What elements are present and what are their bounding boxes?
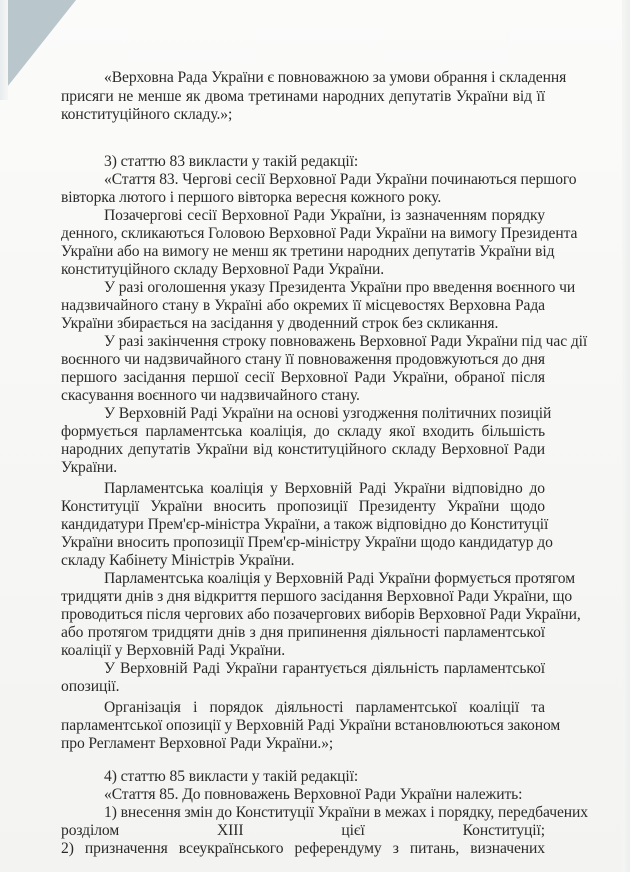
- text-line: Позачергові сесії Верховної Ради України, із зазначенням порядку: [104, 207, 545, 224]
- text-line: коаліції у Верховній Раді України.: [61, 642, 286, 659]
- text-line: скасування воєнного чи надзвичайного стану.: [61, 387, 360, 404]
- text-line: конституційного складу Верховної Ради України.: [61, 261, 385, 278]
- text-line: «Стаття 83. Чергові сесії Верховної Ради України починаються першого: [104, 171, 577, 188]
- text-line: воєнного чи надзвичайного стану її повноваження продовжуються до дня: [61, 351, 545, 368]
- text-line: Парламентська коаліція у Верховній Раді України відповідно до: [104, 480, 545, 497]
- text-line: України або на вимогу не менш як третини народних депутатів України від: [61, 243, 555, 260]
- text-line: вівторка лютого і першого вівторка вересня кожного року.: [61, 189, 442, 206]
- text-line: складу Кабінету Міністрів України.: [61, 552, 295, 569]
- text-line: У Верховній Раді України гарантується діяльність парламентської: [104, 660, 545, 677]
- text-line: формується парламентська коаліція, до складу якої входить більшість: [61, 423, 545, 440]
- text-line: надзвичайного стану в Україні або окремих її місцевостях Верховна Рада: [61, 297, 545, 314]
- text-line: денного, скликаються Головою Верховної Ради України на вимогу Президента: [61, 225, 578, 242]
- text-line: 4) статтю 85 викласти у такій редакції:: [104, 768, 359, 785]
- text-line: 2) призначення всеукраїнського референдуму з питань, визначених: [61, 840, 545, 857]
- text-line: У разі закінчення строку повноважень Верховної Ради України під час дії: [104, 333, 588, 350]
- page-corner-fold: [0, 0, 76, 96]
- text-line: Організація і порядок діяльності парламентської коаліції та: [104, 699, 545, 716]
- text-line: народних депутатів України від конституційного складу Верховної Ради: [61, 441, 545, 458]
- text-line: «Стаття 85. До повноважень Верховної Ради України належить:: [104, 786, 523, 803]
- text-line: Конституції України вносить пропозиції Президенту України щодо: [61, 498, 545, 515]
- text-line: кандидатури Прем'єр-міністра України, а також відповідно до Конституції: [61, 516, 549, 533]
- text-line: «Верховна Рада України є повноважною за умови обрання і складення: [104, 69, 567, 86]
- text-line: Парламентська коаліція у Верховній Раді України формується протягом: [104, 570, 575, 587]
- text-line: парламентської опозиції у Верховній Раді України встановлюються законом: [61, 717, 561, 734]
- page-right-edge: [622, 0, 630, 872]
- text-line: про Регламент Верховної Ради України.»;: [61, 735, 334, 752]
- text-line: опозиції.: [61, 678, 120, 695]
- text-line: конституційного складу.»;: [61, 106, 233, 123]
- text-line: України збирається на засідання у дводенний строк без скликання.: [61, 315, 499, 332]
- text-line: тридцяти днів з дня відкриття першого засідання Верховної Ради України, що: [61, 588, 573, 605]
- text-line: присяги не менше як двома третинами народних депутатів України від її: [61, 88, 545, 105]
- text-line: першого засідання першої сесії Верховної Ради України, обраної після: [61, 369, 545, 386]
- text-line: 1) внесення змін до Конституції України в межах і порядку, передбачених: [104, 804, 588, 821]
- text-line: або протягом тридцяти днів з дня припинення діяльності парламентської: [61, 624, 545, 641]
- text-line: України.: [61, 459, 118, 476]
- text-line: 3) статтю 83 викласти у такій редакції:: [104, 153, 359, 170]
- text-line: проводиться після чергових або позачергових виборів Верховної Ради України,: [61, 606, 581, 623]
- text-line: розділом XIII цієї Конституції;: [61, 822, 545, 839]
- text-line: України вносить пропозиції Прем'єр-міністру України щодо кандидатур до: [61, 534, 553, 551]
- text-line: У разі оголошення указу Президента України про введення воєнного чи: [104, 279, 576, 296]
- text-line: У Верховній Раді України на основі узгодження політичних позицій: [104, 405, 552, 422]
- page-left-shadow: [0, 0, 8, 100]
